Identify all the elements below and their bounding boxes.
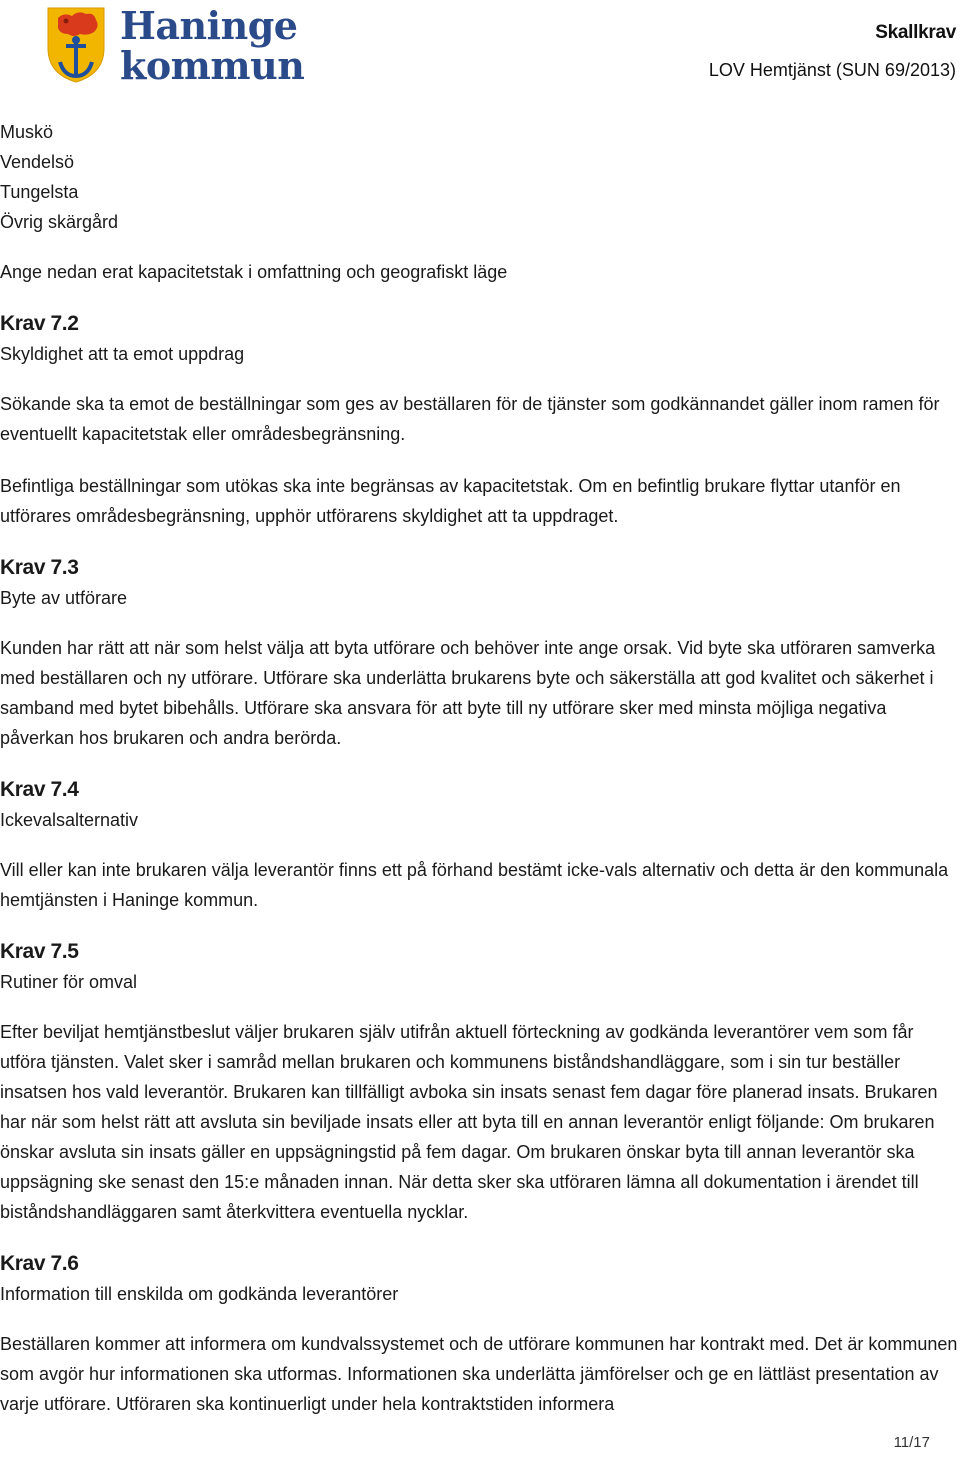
section-paragraph: Beställaren kommer att informera om kundvalssystemet och de utförare kommunen har kontrakt med. Det är kommunen som avgör hur informationen ska utformas. Informationen ska underlätta jämförelser och ge en lättläst presentation av varje utförare. Utföraren ska kontinuerligt under hela kontraktstiden informera	[0, 1334, 958, 1414]
section-subheading: Byte av utförare	[0, 588, 128, 608]
section-subheading: Ickevalsalternativ	[0, 810, 139, 830]
area-item: Tungelsta	[0, 182, 79, 202]
page-number: 11/17	[893, 1434, 930, 1451]
section-heading: Krav 7.6	[0, 1252, 79, 1275]
section-krav-7-4	[0, 775, 960, 915]
section-subheading: Rutiner för omval	[0, 972, 138, 992]
section-subheading: Skyldighet att ta emot uppdrag	[0, 344, 245, 364]
document-body	[0, 117, 960, 1419]
section-krav-7-5	[0, 937, 960, 1227]
section-paragraph: Kunden har rätt att när som helst välja att byta utförare och behöver inte ange orsak. Vid byte ska utföraren samverka med beställaren och ny utförare. Utförare ska underlätta brukarens byte och säkerställa att god kvalitet och säkerhet i samband med bytet bibehålls. Utförare ska ansvara för att byte till ny utförare sker med minsta möjliga negativa påverkan hos brukaren och andra berörda.	[0, 638, 936, 748]
haninge-logo	[44, 3, 305, 88]
section-heading: Krav 7.3	[0, 556, 79, 579]
section-heading: Krav 7.4	[0, 778, 79, 801]
section-krav-7-2	[0, 309, 960, 531]
section-heading: Krav 7.2	[0, 312, 79, 335]
capacity-prompt: Ange nedan erat kapacitetstak i omfattning och geografiskt läge	[0, 262, 508, 282]
section-paragraph: Sökande ska ta emot de beställningar som ges av beställaren för de tjänster som godkännandet gäller inom ramen för eventuellt kapacitetstak eller områdesbegränsning.	[0, 394, 940, 444]
section-subheading: Information till enskilda om godkända leverantörer	[0, 1284, 399, 1304]
document-title: Skallkrav	[875, 22, 956, 43]
section-paragraph: Vill eller kan inte brukaren välja leverantör finns ett på förhand bestämt icke-vals alternativ och detta är den kommunala hemtjänsten i Haninge kommun.	[0, 860, 949, 910]
section-paragraph: Befintliga beställningar som utökas ska inte begränsas av kapacitetstak. Om en befintlig brukare flyttar utanför en utförares områdesbegränsning, upphör utförarens skyldighet att ta uppdraget.	[0, 476, 901, 526]
section-krav-7-6	[0, 1249, 960, 1419]
coat-of-arms-icon	[44, 4, 108, 84]
document-subtitle: LOV Hemtjänst (SUN 69/2013)	[708, 60, 956, 80]
section-krav-7-3	[0, 553, 960, 753]
area-item: Muskö	[0, 122, 54, 142]
section-paragraph: Efter beviljat hemtjänstbeslut väljer brukaren själv utifrån aktuell förteckning av godkända leverantörer vem som får utföra tjänsten. Valet sker i samråd mellan brukaren och kommunens biståndshandläggare, som i sin tur beställer insatsen hos vald leverantör. Brukaren kan tillfälligt avboka sin insats senast fem dagar före planerad insats. Brukaren har när som helst rätt att avsluta sin beviljade insats eller att byta till en annan leverantör enligt följande: Om brukaren önskar avsluta sin insats gäller en uppsägningstid på fem dagar. Om brukaren önskar byta till annan leverantör ska uppsägning ske senast den 15:e månaden innan. När detta sker ska utföraren lämna all dokumentation i ärendet till biståndshandläggaren samt återkvittera eventuella nycklar.	[0, 1022, 938, 1222]
page-header	[0, 0, 960, 100]
area-item: Vendelsö	[0, 152, 75, 172]
area-item: Övrig skärgård	[0, 212, 119, 232]
area-list	[0, 117, 960, 237]
logo-line-2: kommun	[120, 43, 305, 88]
logo-line-1: Haninge	[120, 3, 298, 48]
logo-wordmark	[120, 3, 305, 88]
section-heading: Krav 7.5	[0, 940, 79, 963]
